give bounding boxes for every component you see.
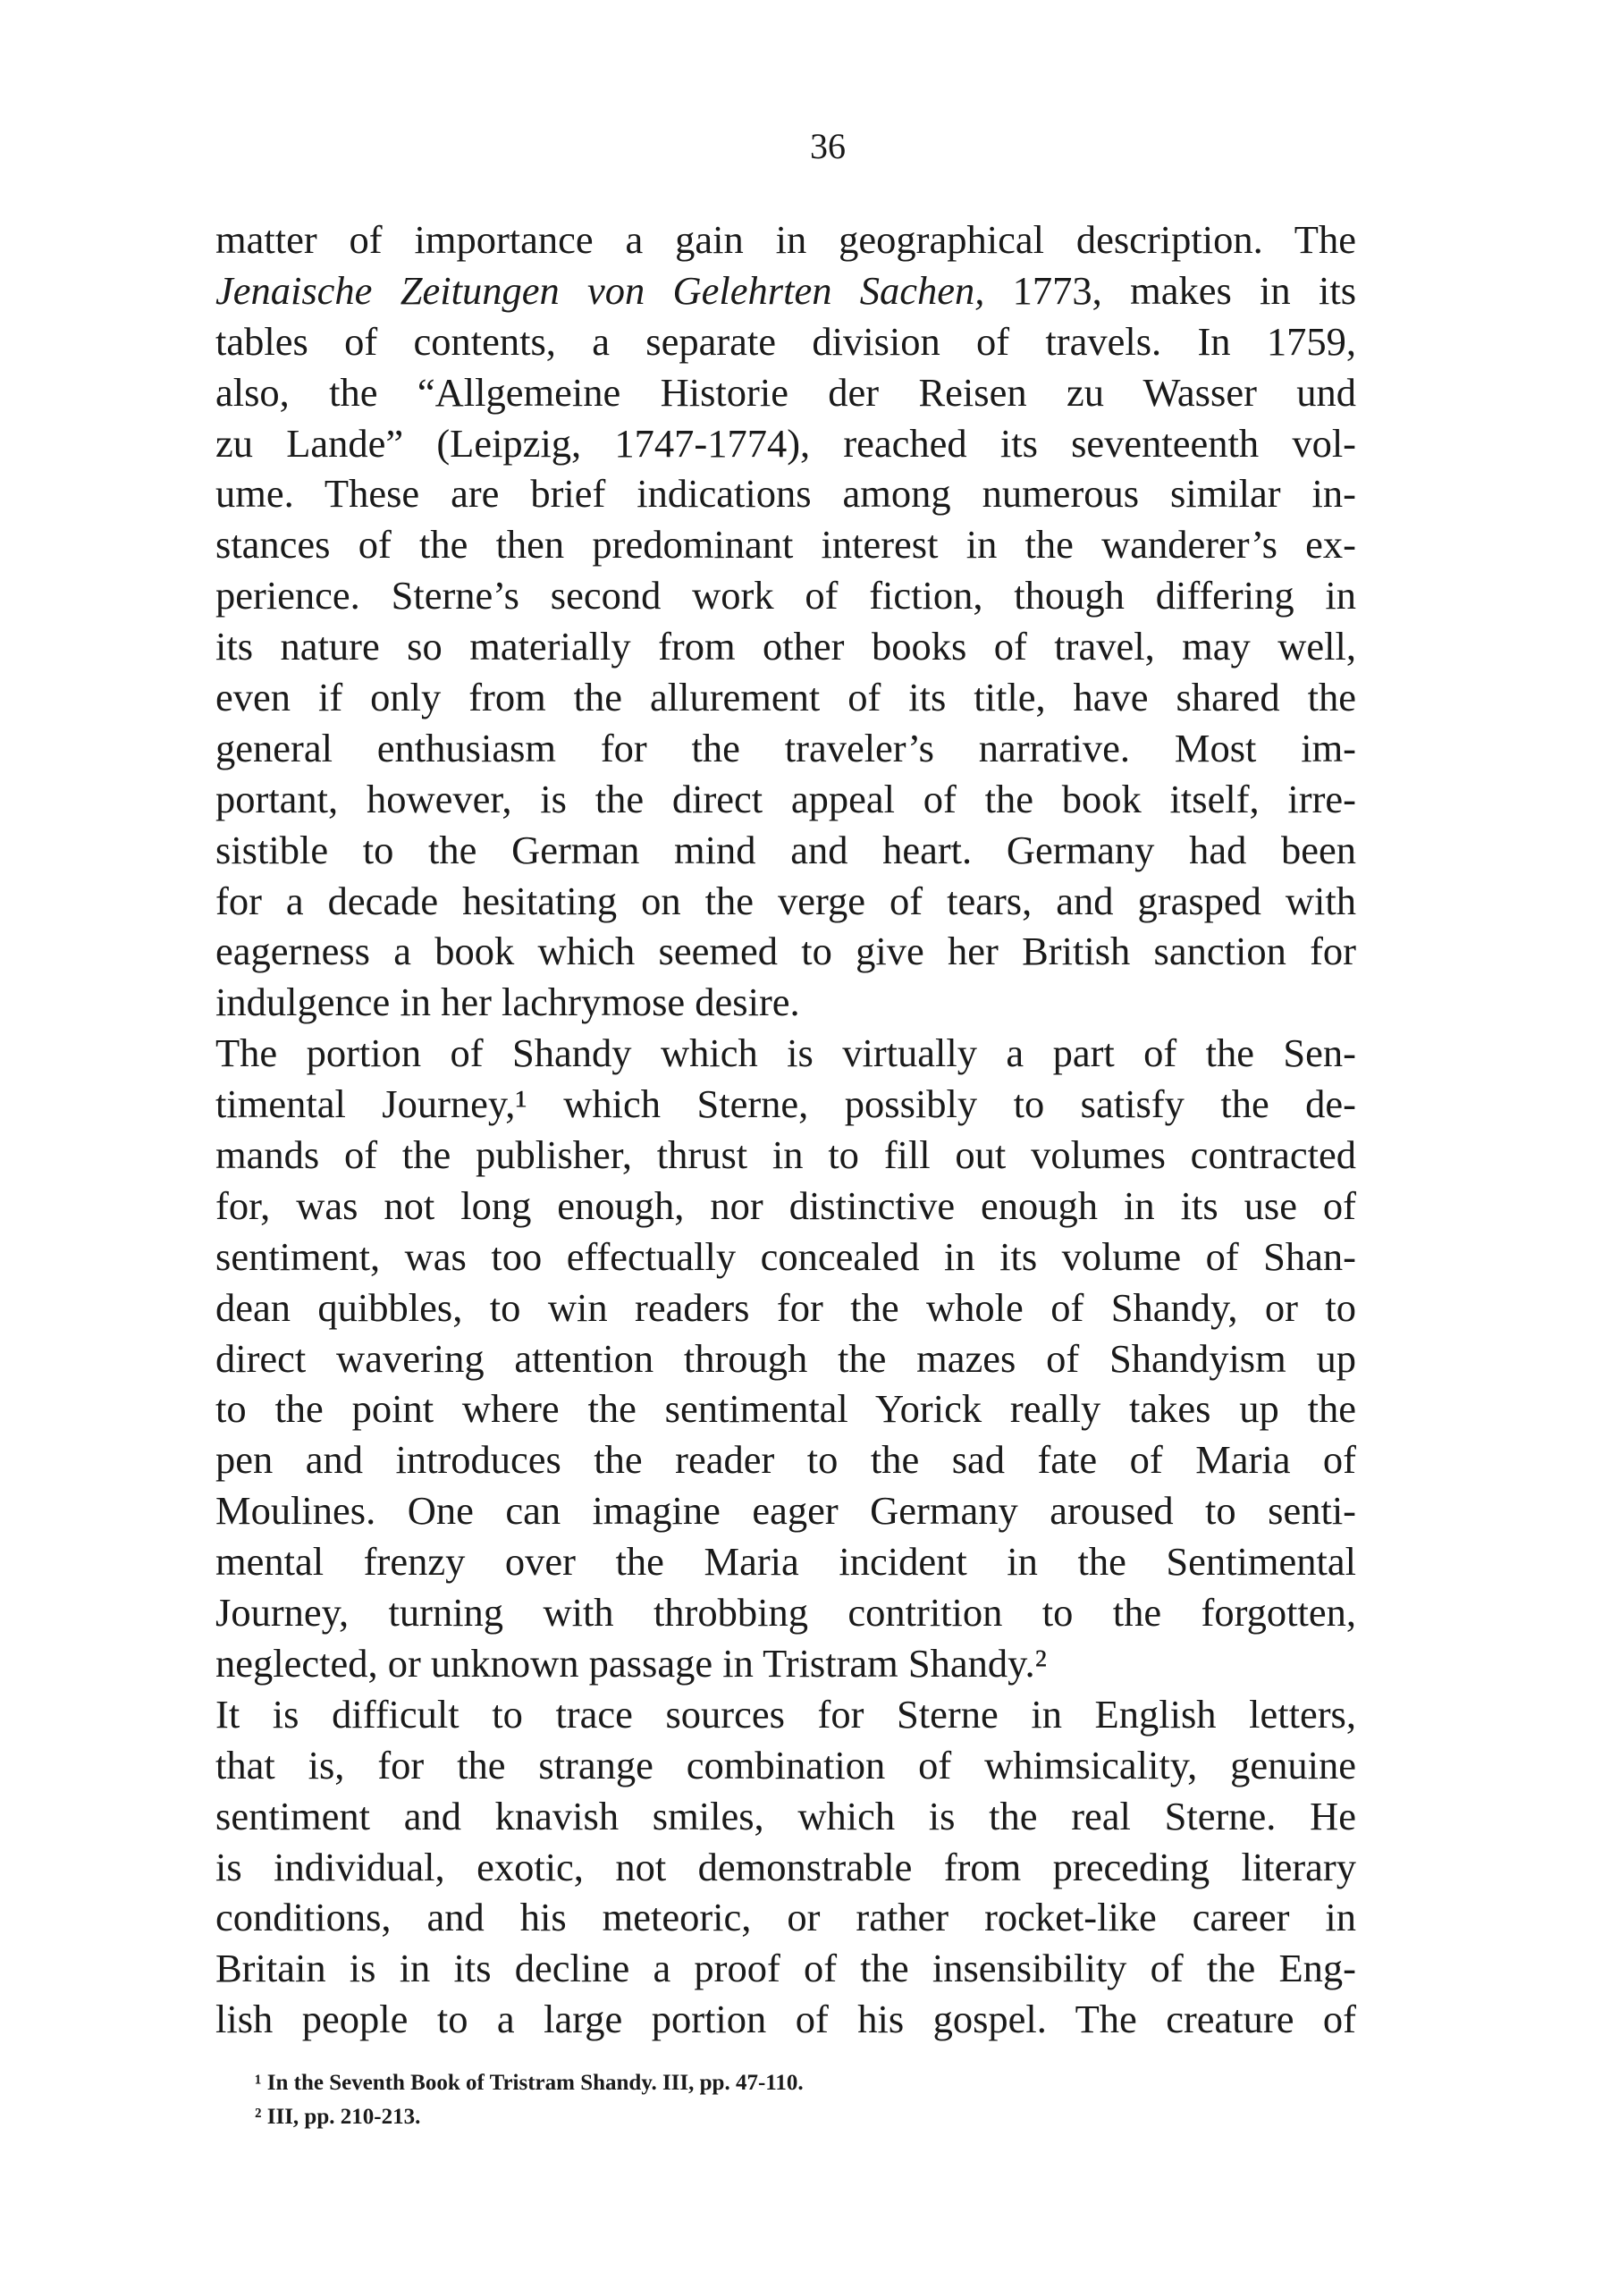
text-line: dean quibbles, to win readers for the whole of Shandy, or to <box>215 1284 1356 1330</box>
text-line: mands of the publisher, thrust in to fill out volumes contracted <box>215 1132 1356 1178</box>
text-line: tables of contents, a separate division of travels. In 1759, <box>215 318 1356 364</box>
text-line: to the point where the sentimental Yorick really takes up the <box>215 1386 1356 1432</box>
text-line: pen and introduces the reader to the sad fate of Maria of <box>215 1437 1356 1483</box>
footnote-1: ¹ In the Seventh Book of Tristram Shandy. III, pp. 47-110. <box>255 2071 804 2095</box>
text-line: eagerness a book which seemed to give her British sanction for <box>215 929 1356 974</box>
italic-title: Jenaische Zeitungen von Gelehrten Sachen, <box>215 267 985 313</box>
text-line: lish people to a large portion of his gospel. The creature of <box>215 1997 1356 2042</box>
text-line: Britain is in its decline a proof of the insensibility of the Eng- <box>215 1946 1356 1991</box>
text-line: general enthusiasm for the traveler’s narrative. Most im- <box>215 725 1356 770</box>
text-line: The portion of Shandy which is virtually a part of the Sen- <box>215 1030 1356 1076</box>
text-line: even if only from the allurement of its title, have shared the <box>215 675 1356 720</box>
text-line: Moulines. One can imagine eager Germany aroused to senti- <box>215 1488 1356 1534</box>
text-line: is individual, exotic, not demonstrable from preceding literary <box>215 1844 1356 1889</box>
text-line: timental Journey,¹ which Sterne, possibly to satisfy the de- <box>215 1081 1356 1127</box>
text-line <box>215 265 1356 316</box>
text-line: ume. These are brief indications among numerous similar in- <box>215 471 1356 517</box>
text-line: mental frenzy over the Maria incident in the Sentimental <box>215 1539 1356 1585</box>
text-line: perience. Sterne’s second work of fiction, though differing in <box>215 573 1356 618</box>
text-line: sentiment, was too effectually concealed in its volume of Shan- <box>215 1233 1356 1279</box>
text-line: It is difficult to trace sources for Sterne in English letters, <box>215 1691 1356 1737</box>
footnotes <box>255 2066 804 2134</box>
text-line: conditions, and his meteoric, or rather rocket-like career in <box>215 1895 1356 1940</box>
text-line: neglected, or unknown passage in Tristram Shandy.² <box>215 1640 1048 1686</box>
text-line: its nature so materially from other books of travel, may well, <box>215 624 1356 669</box>
text-line: sentiment and knavish smiles, which is the real Sterne. He <box>215 1793 1356 1838</box>
text-line: also, the “Allgemeine Historie der Reisen zu Wasser und <box>215 369 1356 415</box>
text-line: stances of the then predominant interest in the wanderer’s ex- <box>215 522 1356 568</box>
text-line: direct wavering attention through the mazes of Shandyism up <box>215 1335 1356 1381</box>
text-line: sistible to the German mind and heart. Germany had been <box>215 827 1356 872</box>
line-rest: 1773, makes in its <box>984 267 1357 313</box>
footnote-2: ² III, pp. 210-213. <box>255 2105 421 2129</box>
text-line: for a decade hesitating on the verge of tears, and grasped with <box>215 878 1356 923</box>
text-line: Journey, turning with throbbing contrition to the forgotten, <box>215 1590 1356 1636</box>
text-line: portant, however, is the direct appeal of the book itself, irre- <box>215 776 1356 821</box>
text-line: matter of importance a gain in geographical description. The <box>215 217 1356 262</box>
page-number: 36 <box>810 126 846 166</box>
text-line: zu Lande” (Leipzig, 1747-1774), reached its seventeenth vol- <box>215 420 1356 466</box>
body-text <box>215 214 1356 2045</box>
text-line: indulgence in her lachrymose desire. <box>215 980 800 1025</box>
text-line: for, was not long enough, nor distinctive enough in its use of <box>215 1182 1356 1228</box>
text-line: that is, for the strange combination of whimsicality, genuine <box>215 1742 1356 1787</box>
